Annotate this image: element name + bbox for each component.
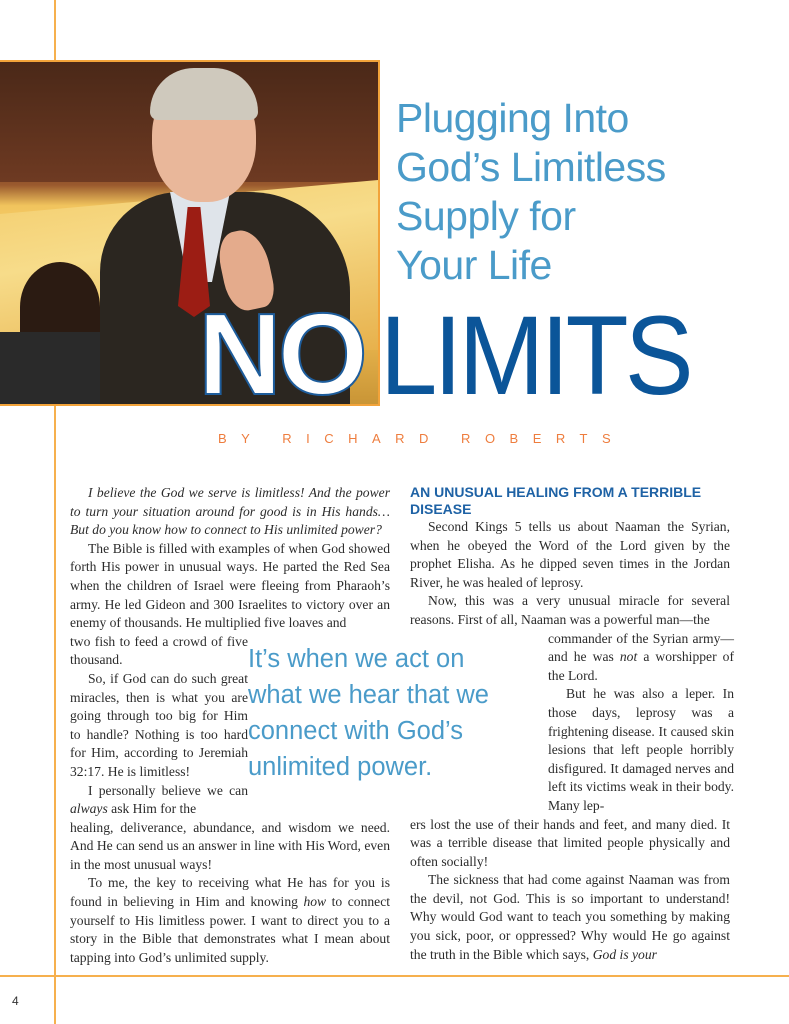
byline: BY RICHARD ROBERTS — [218, 431, 626, 446]
body-paragraph: The Bible is filled with examples of when God showed forth His power in unusual ways. He parted the Red Sea when the children of Israel were fleeing from Pharaoh’s army. He led Gideon and 300 Israelites to victory over an enemy of thousands. He multiplied five loaves and — [70, 540, 390, 631]
headline-no: NO — [198, 289, 364, 419]
text-run: commander of the Syrian army—and he was — [548, 630, 734, 665]
text-run: ask Him for the — [107, 801, 197, 817]
article-title — [396, 94, 776, 290]
text-run: I personally believe we can — [88, 782, 248, 798]
section-subhead: AN UNUSUAL HEALING FROM A TERRIBLE DISEASE — [410, 484, 702, 517]
title-line: Plugging Into — [396, 95, 629, 141]
body-paragraph-continued: two fish to feed a crowd of five thousand. — [70, 633, 248, 668]
body-paragraph — [70, 874, 390, 967]
page-number: 4 — [12, 994, 19, 1008]
body-paragraph: But he was also a leper. In those days, leprosy was a frightening disease. It caused skin lesions that left people horribly disfigured. It damaged nerves and left its victims weak in their body. Many lep- — [548, 686, 734, 813]
footer-rule — [0, 975, 789, 977]
wrapped-text-block — [70, 633, 248, 819]
body-paragraph-continued: healing, deliverance, abundance, and wisdom we need. And He can send us an answer in line with His Word, even in the most unusual ways! — [70, 819, 390, 872]
emphasis-text: how — [303, 894, 327, 910]
intro-paragraph: I believe the God we serve is limitless! And the power to turn your situation around for good is in His hands… But do you know how to connect to His unlimited power? — [70, 485, 390, 538]
text-run: The sickness that had come against Naaman was from the devil, not God. This is so important to understand! Why would God want to teach you something by making you sick, poor, or oppressed? Why would He go against the truth in the Bible which says, — [410, 872, 730, 962]
body-paragraph — [410, 871, 730, 964]
pull-quote-line: what we hear that we — [248, 681, 489, 709]
pull-quote-line: connect with God’s — [248, 717, 463, 745]
title-line: Your Life — [396, 242, 552, 288]
pull-quote-line: unlimited power. — [248, 753, 433, 781]
pull-quote — [248, 641, 548, 785]
body-paragraph: So, if God can do such great miracles, then is what you are going through too big for Him to handle? Nothing is too hard for Him, according to Jeremiah 32:17. He is limitless! — [70, 670, 248, 779]
body-paragraph-continued — [548, 630, 734, 686]
emphasis-text: always — [70, 801, 108, 817]
emphasis-text: not — [619, 649, 638, 665]
emphasis-text: God is your — [592, 946, 657, 962]
title-line: God’s Limitless — [396, 144, 666, 190]
text-run: to connect yourself to His limitless power. I want to direct you to a story in the Bible that demonstrates what I mean about tapping into God’s unlimited supply. — [70, 894, 391, 965]
wrapped-text-block — [548, 630, 734, 816]
text-run: To me, the key to receiving what He has for you is found in believing in Him and knowing — [70, 875, 390, 910]
body-paragraph: Now, this was a very unusual miracle for several reasons. First of all, Naaman was a powerful man—the — [410, 593, 730, 627]
body-paragraph: Second Kings 5 tells us about Naaman the Syrian, when he obeyed the Word of the Lord given by the prophet Elisha. As he dipped seven times in the Jordan River, he was healed of leprosy. — [410, 519, 730, 590]
body-paragraph — [70, 782, 248, 819]
body-paragraph-continued: ers lost the use of their hands and feet, and many died. It was a terrible disease that limited people physically and often socially! — [410, 816, 730, 869]
text-run: a worshipper of the Lord. — [548, 649, 735, 683]
headline-limits: LIMITS — [380, 293, 690, 418]
pull-quote-line: It’s when we act on — [248, 645, 465, 673]
title-line: Supply for — [396, 193, 576, 239]
